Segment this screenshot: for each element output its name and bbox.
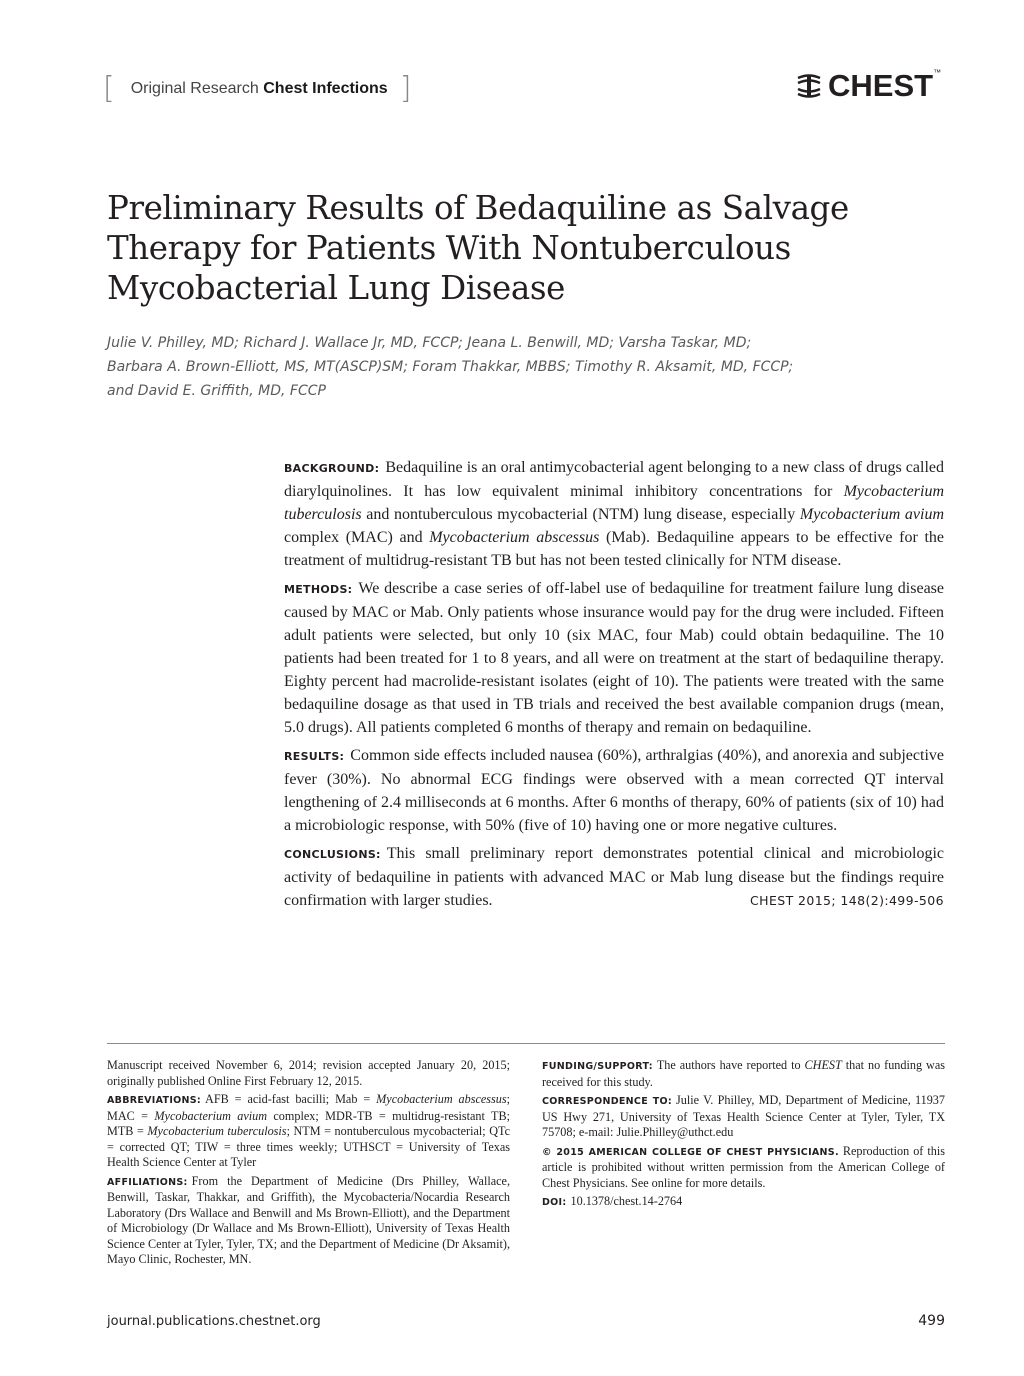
species-name: Mycobacterium avium [154, 1108, 268, 1123]
species-name: Mycobacterium abscessus [376, 1092, 507, 1106]
copyright [542, 1144, 945, 1192]
section-name: Chest Infections [263, 80, 388, 97]
article-title: Preliminary Results of Bedaquiline as Salvage Therapy for Patients With Nontuberculous Mycobacterial Lung Disease [107, 189, 849, 307]
abstract-results [284, 744, 944, 837]
chest-logo-icon [796, 74, 822, 98]
abbreviations-text: ; NTM = nontuberculous mycobacterial; QTc = corrected QT; TIW = three times weekly; UTHSCT = University of Texas Health Science Center at Tyler [107, 1124, 511, 1169]
abbreviations-label: ABBREVIATIONS: [107, 1095, 202, 1106]
correspondence [542, 1093, 945, 1141]
logo-wordmark [828, 68, 941, 104]
footnotes-right-column [542, 1058, 945, 1214]
footnotes-left-column [107, 1058, 510, 1271]
results-text: Common side effects included nausea (60%), arthralgias (40%), and anorexia and subjective fever (30%). No abnormal ECG findings were observed with a mean corrected QT interval lengthening of 2.4 milliseconds at 6 months. After 6 months of therapy, 60% of patients (six of 10) had a microbiologic response, with 50% (five of 10) having one or more negative cultures. [284, 747, 944, 834]
manuscript-dates: Manuscript received November 6, 2014; revision accepted January 20, 2015; originally published Online First February 12, 2015. [107, 1058, 510, 1088]
abbreviations-text: ; MAC = [107, 1092, 511, 1123]
funding-text: The authors have reported to [656, 1058, 805, 1072]
correspondence-label: CORRESPONDENCE TO: [542, 1096, 673, 1107]
chest-logo [796, 68, 941, 104]
funding-text: that no funding was received for this study. [542, 1058, 945, 1089]
copyright-label: © 2015 AMERICAN COLLEGE OF CHEST PHYSICIANS. [542, 1146, 839, 1158]
doi-text: 10.1378/chest.14-2764 [570, 1194, 683, 1208]
methods-text: We describe a case series of off-label use of bedaquiline for treatment failure lung disease caused by MAC or Mab. Only patients whose insurance would pay for the drug were included. Fifteen adult patients were selected, but only 10 (six MAC, four Mab) could obtain bedaquiline. The 10 patients had been treated for 1 to 8 years, and all were on treatment at the start of bedaquiline therapy. Eighty percent had macrolide-resistant isolates (eight of 10). The patients were treated with the same bedaquiline dosage as that used in TB trials and received the best available companion drugs (mean, 5.0 drugs). All patients completed 6 months of therapy and remain on bedaquiline. [284, 580, 944, 736]
journal-name: CHEST [804, 1058, 842, 1072]
affiliations-label: AFFILIATIONS: [107, 1176, 188, 1188]
species-name: Mycobacterium abscessus [429, 529, 600, 546]
section-label [131, 80, 388, 98]
funding [542, 1058, 945, 1090]
right-bracket: ] [399, 71, 412, 106]
page-number: 499 [918, 1313, 945, 1329]
copyright-text: Reproduction of this article is prohibited without written permission from the American College of Chest Physicians. See online for more details. [542, 1143, 945, 1190]
background-text: (Mab). Bedaquiline appears to be effective for the treatment of multidrug-resistant TB but has not been tested clinically for NTM disease. [284, 529, 944, 569]
logo-trademark: ™ [933, 68, 942, 77]
affiliations-text: From the Department of Medicine (Drs Philley, Wallace, Benwill, Taskar, Thakkar, and Griffith), the Mycobacteria/Nocardia Research Laboratory (Drs Wallace and Benwill and Ms Brown-Elliott), and the Department of Microbiology (Dr Wallace and Ms Brown-Elliott), University of Texas Health Science Center at Tyler, Tyler, TX; and the Department of Medicine (Dr Aksamit), Mayo Clinic, Rochester, MN. [107, 1173, 510, 1266]
abstract-background [284, 456, 944, 572]
abbreviations [107, 1092, 510, 1171]
conclusions-text: This small preliminary report demonstrates potential clinical and microbiologic activity of bedaquiline in patients with advanced MAC or Mab lung disease but the findings require confirmation with larger studies. [284, 845, 944, 909]
author-line: Julie V. Philley, MD; Richard J. Wallace Jr, MD, FCCP; Jeana L. Benwill, MD; Varsha Taskar, MD; [107, 335, 752, 351]
author-line: Barbara A. Brown-Elliott, MS, MT(ASCP)SM; Foram Thakkar, MBBS; Timothy R. Aksamit, MD, FCCP; [107, 359, 794, 375]
methods-label: METHODS: [284, 583, 353, 596]
affiliations [107, 1174, 510, 1268]
author-list [107, 331, 867, 403]
author-line: and David E. Griffith, MD, FCCP [107, 383, 326, 399]
species-name: Mycobacterium tuberculosis [147, 1124, 287, 1138]
conclusions-label: CONCLUSIONS: [284, 848, 381, 861]
abstract-methods [284, 577, 944, 739]
left-bracket: [ [103, 71, 115, 106]
abstract [284, 456, 944, 917]
abstract-conclusions [284, 842, 944, 912]
background-text: complex (MAC) and [284, 529, 430, 546]
correspondence-text: Julie V. Philley, MD, Department of Medicine, 11937 US Hwy 271, University of Texas Health Science Center at Tyler, Tyler, TX 75708; e-mail: Julie.Philley@uthct.edu [542, 1093, 945, 1139]
abbreviations-text: AFB = acid-fast bacilli; Mab = [205, 1092, 377, 1106]
journal-url[interactable]: journal.publications.chestnet.org [107, 1314, 321, 1329]
doi-label: DOI: [542, 1197, 567, 1208]
background-label: BACKGROUND: [284, 462, 380, 475]
doi [542, 1194, 945, 1211]
logo-text: CHEST [828, 68, 934, 103]
funding-label: FUNDING/SUPPORT: [542, 1061, 653, 1072]
background-text: and nontuberculous mycobacterial (NTM) lung disease, especially [361, 506, 800, 523]
species-name: Mycobacterium tuberculosis [284, 483, 944, 523]
background-text: Bedaquiline is an oral antimycobacterial agent belonging to a new class of drugs called diarylquinolines. It has low equivalent minimal inhibitory concentrations for [284, 459, 944, 500]
species-name: Mycobacterium avium [799, 506, 944, 523]
footnote-divider [107, 1043, 945, 1044]
abbreviations-text: complex; MDR-TB = multidrug-resistant TB; MTB = [107, 1108, 510, 1138]
section-prefix: Original Research [130, 80, 259, 97]
citation: CHEST 2015; 148(2):499-506 [750, 893, 944, 908]
section-header [103, 71, 412, 106]
results-label: RESULTS: [284, 750, 345, 763]
